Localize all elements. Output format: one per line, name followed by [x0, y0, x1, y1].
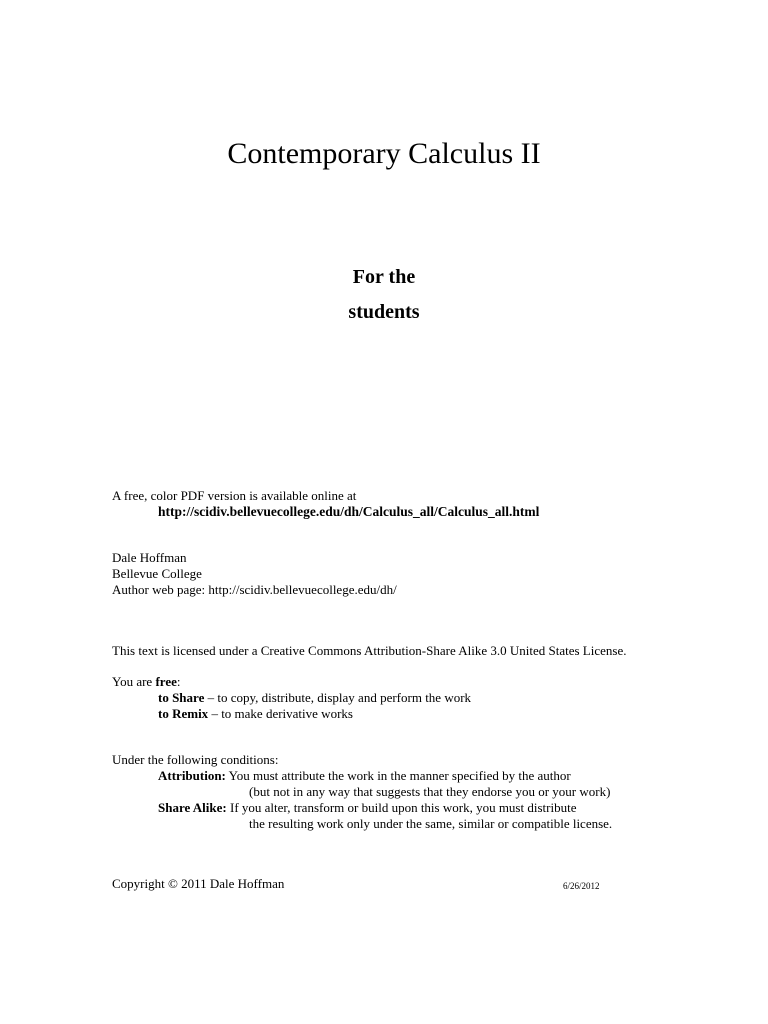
free-word: free	[155, 674, 177, 689]
freedoms-intro	[112, 674, 471, 690]
share-alike-description: If you alter, transform or build upon this work, you must distribute	[226, 800, 577, 815]
copyright-notice: Copyright © 2011 Dale Hoffman	[112, 876, 285, 891]
share-alike-condition	[112, 800, 612, 816]
share-freedom	[112, 690, 471, 706]
attribution-term: Attribution:	[158, 768, 226, 783]
page-title: Contemporary Calculus II	[227, 137, 541, 170]
share-alike-term: Share Alike:	[158, 800, 227, 815]
remix-description: – to make derivative works	[208, 706, 353, 721]
remix-freedom	[112, 706, 471, 722]
freedoms-prefix: You are	[112, 674, 156, 689]
share-description: – to copy, distribute, display and perform the work	[204, 690, 472, 705]
conditions-intro: Under the following conditions:	[112, 752, 279, 767]
remix-term: to Remix	[158, 706, 209, 721]
attribution-description: You must attribute the work in the manner specified by the author	[225, 768, 571, 783]
share-alike-description-cont: the resulting work only under the same, similar or compatible license.	[249, 816, 613, 831]
freedoms-suffix: :	[176, 674, 181, 689]
freedoms-section	[112, 674, 471, 722]
license-statement: This text is licensed under a Creative Commons Attribution-Share Alike 3.0 United States License.	[112, 643, 627, 658]
share-term: to Share	[158, 690, 205, 705]
attribution-description-cont: (but not in any way that suggests that they endorse you or your work)	[249, 784, 611, 799]
document-date: 6/26/2012	[563, 881, 600, 891]
author-institution: Bellevue College	[112, 566, 202, 581]
availability-intro: A free, color PDF version is available online at	[112, 488, 357, 503]
author-webpage-link[interactable]: http://scidiv.bellevuecollege.edu/dh/	[208, 582, 397, 597]
pdf-url-link[interactable]: http://scidiv.bellevuecollege.edu/dh/Calculus_all/Calculus_all.html	[158, 504, 540, 519]
conditions-section	[112, 752, 612, 832]
availability-section	[112, 488, 539, 520]
subtitle-line-2: students	[348, 301, 420, 323]
subtitle	[0, 260, 768, 330]
attribution-condition	[112, 768, 612, 784]
author-name: Dale Hoffman	[112, 550, 187, 565]
author-webpage	[112, 582, 397, 598]
author-webpage-label: Author web page:	[112, 582, 209, 597]
author-section	[112, 550, 397, 598]
subtitle-line-1: For the	[352, 266, 416, 288]
